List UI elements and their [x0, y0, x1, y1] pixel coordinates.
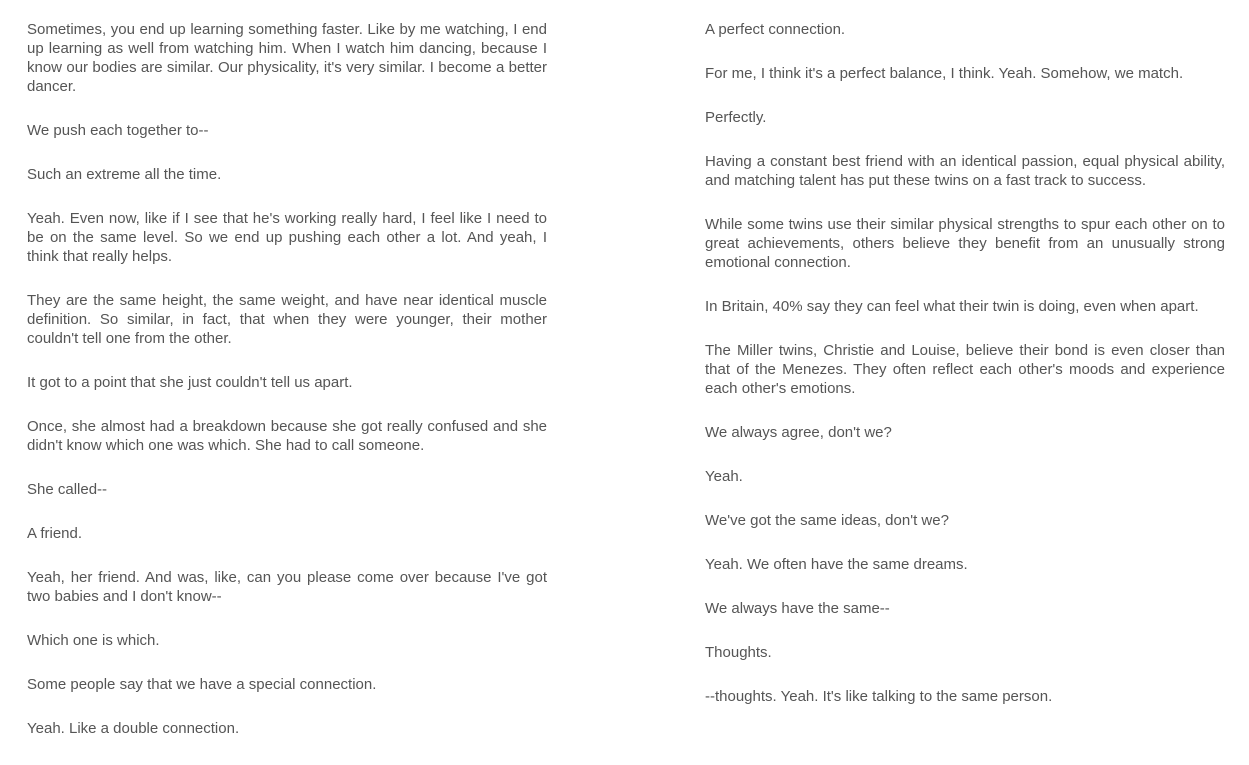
paragraph: She called--: [27, 481, 108, 498]
paragraph: Having a constant best friend with an identical passion, equal physical ability, and matching talent has put these twins on a fast track to success.: [705, 153, 1225, 189]
paragraph: A perfect connection.: [705, 21, 846, 38]
transcript-column-left: [27, 20, 547, 763]
paragraph: Such an extreme all the time.: [27, 166, 222, 183]
paragraph: They are the same height, the same weight, and have near identical muscle definition. So similar, in fact, that when they were younger, their mother couldn't tell one from the other.: [27, 292, 547, 347]
paragraph: Sometimes, you end up learning something faster. Like by me watching, I end up learning as well from watching him. When I watch him dancing, because I know our bodies are similar. Our physicality, it's very similar. I become a better dancer.: [27, 21, 547, 95]
paragraph: We push each together to--: [27, 122, 209, 139]
paragraph: Yeah. Even now, like if I see that he's working really hard, I feel like I need to be on the same level. So we end up pushing each other a lot. And yeah, I think that really helps.: [27, 210, 547, 265]
paragraph: A friend.: [27, 525, 83, 542]
paragraph: Perfectly.: [705, 109, 767, 126]
paragraph: In Britain, 40% say they can feel what their twin is doing, even when apart.: [705, 298, 1199, 315]
paragraph: We've got the same ideas, don't we?: [705, 512, 949, 529]
transcript-column-right: [705, 20, 1225, 731]
paragraph: Yeah. We often have the same dreams.: [705, 556, 968, 573]
paragraph: Which one is which.: [27, 632, 160, 649]
paragraph: Once, she almost had a breakdown because she got really confused and she didn't know which one was which. She had to call someone.: [27, 418, 547, 454]
paragraph: --thoughts. Yeah. It's like talking to the same person.: [705, 688, 1053, 705]
paragraph: We always have the same--: [705, 600, 890, 617]
paragraph: Thoughts.: [705, 644, 772, 661]
paragraph: Yeah. Like a double connection.: [27, 720, 240, 737]
paragraph: While some twins use their similar physical strengths to spur each other on to great achievements, others believe they benefit from an unusually strong emotional connection.: [705, 216, 1225, 271]
paragraph: Yeah, her friend. And was, like, can you please come over because I've got two babies and I don't know--: [27, 569, 547, 605]
paragraph: It got to a point that she just couldn't tell us apart.: [27, 374, 353, 391]
paragraph: Yeah.: [705, 468, 743, 485]
paragraph: Some people say that we have a special connection.: [27, 676, 377, 693]
paragraph: The Miller twins, Christie and Louise, believe their bond is even closer than that of the Menezes. They often reflect each other's moods and experience each other's emotions.: [705, 342, 1225, 397]
paragraph: For me, I think it's a perfect balance, I think. Yeah. Somehow, we match.: [705, 65, 1184, 82]
paragraph: We always agree, don't we?: [705, 424, 892, 441]
